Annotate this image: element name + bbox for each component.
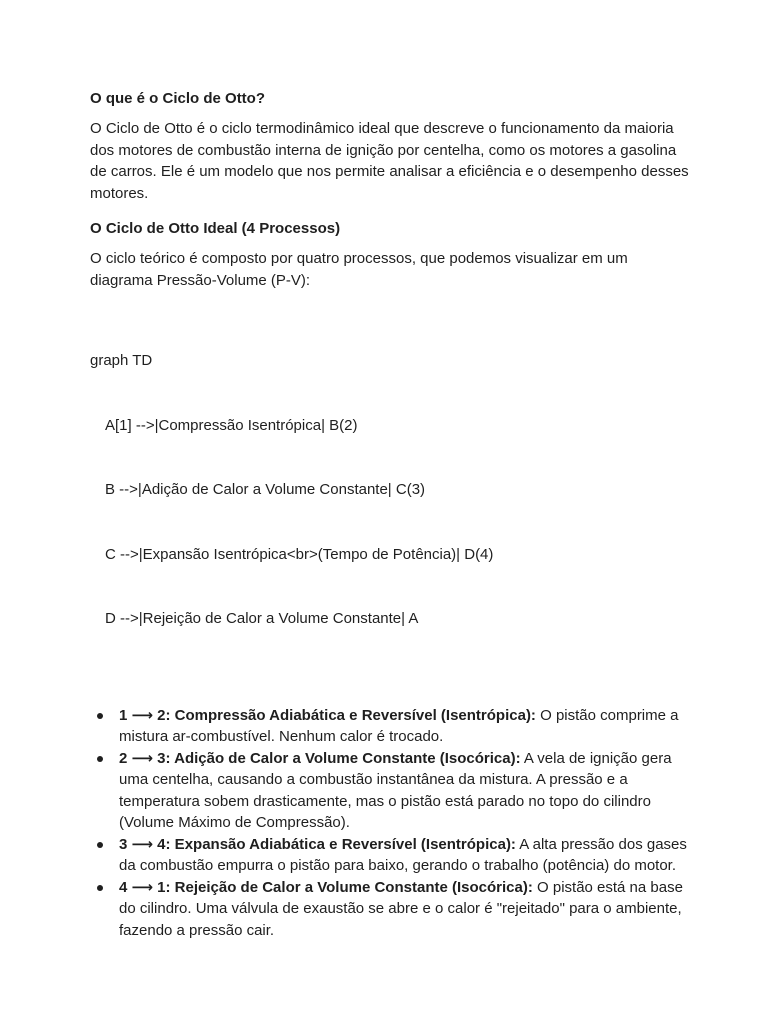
process-list [90,705,690,942]
process-title: 1 ⟶ 2: Compressão Adiabática e Reversível (Isentrópica): [119,706,536,724]
process-title: 2 ⟶ 3: Adição de Calor a Volume Constante (Isocórica): [119,749,521,767]
process-text: O pistão está na base do cilindro. Uma válvula de exaustão se abre e o calor é "rejeitado" para o ambiente, fazendo a pressão cair. [119,878,683,939]
list-item [90,748,690,834]
code-line: graph TD [90,352,153,369]
bullet-icon [97,842,103,848]
list-item [90,705,690,748]
bullet-icon [97,756,103,762]
code-line: D -->|Rejeição de Calor a Volume Constante| A [105,610,419,627]
process-text: A vela de ignição gera uma centelha, causando a combustão instantânea da mistura. A pressão e a temperatura sobem drasticamente, mas o pistão está parado no topo do cilindro (Volume Máximo de Compressão). [119,749,672,831]
list-item [90,834,690,877]
process-title: 4 ⟶ 1: Rejeição de Calor a Volume Constante (Isocórica): [119,878,533,896]
bullet-icon [97,713,103,719]
section-heading-ideal-cycle: O Ciclo de Otto Ideal (4 Processos) [90,220,341,237]
process-title: 3 ⟶ 4: Expansão Adiabática e Reversível (Isentrópica): [119,835,516,853]
list-item [90,877,690,942]
code-line: B -->|Adição de Calor a Volume Constante| C(3) [105,481,426,498]
process-text: A alta pressão dos gases da combustão empurra o pistão para baixo, gerando o trabalho (potência) do motor. [119,835,687,874]
document-page [90,88,690,941]
mermaid-code-block [90,307,690,673]
process-text: O pistão comprime a mistura ar-combustível. Nenhum calor é trocado. [119,706,679,745]
code-line: A[1] -->|Compressão Isentrópica| B(2) [105,416,358,434]
bullet-icon [97,885,103,891]
cycle-description-paragraph: O ciclo teórico é composto por quatro processos, que podemos visualizar em um diagrama Pressão-Volume (P-V): [90,250,628,289]
intro-paragraph: O Ciclo de Otto é o ciclo termodinâmico ideal que descreve o funcionamento da maioria dos motores de combustão interna de ignição por centelha, como os motores a gasolina de carros. Ele é um modelo que nos permite analisar a eficiência e o desempenho desses motores. [90,120,689,202]
code-line: C -->|Expansão Isentrópica<br>(Tempo de Potência)| D(4) [105,545,494,563]
section-heading-what-is-otto: O que é o Ciclo de Otto? [90,90,266,107]
